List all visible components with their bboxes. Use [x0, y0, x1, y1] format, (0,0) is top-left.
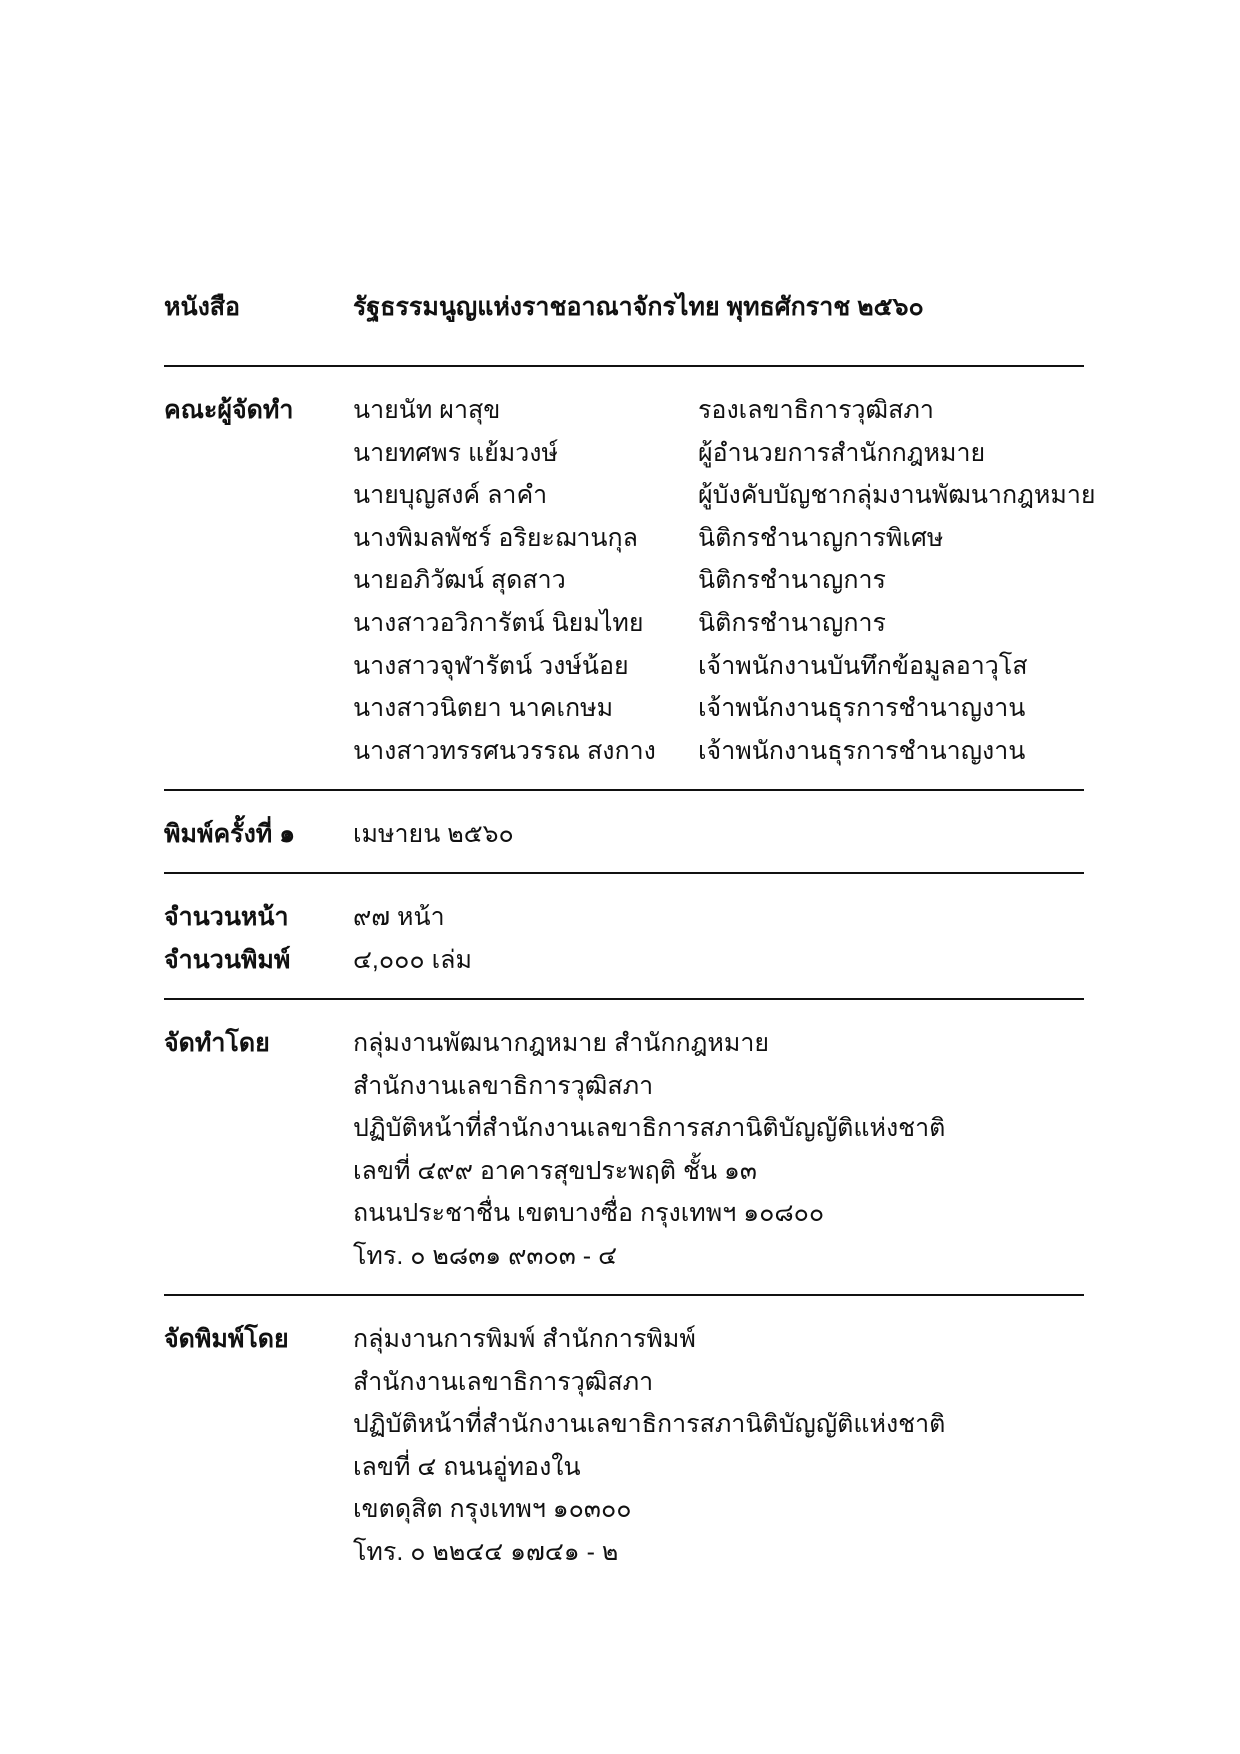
address-line: ถนนประชาชื่น เขตบางซื่อ กรุงเทพฯ ๑๐๘๐๐: [353, 1199, 825, 1228]
book-title: รัฐธรรมนูญแห่งราชอาณาจักรไทย พุทธศักราช ๒๕๖๐: [353, 293, 924, 321]
divider: [164, 365, 1084, 367]
member-name: นางสาวอวิการัตน์ นิยมไทย: [353, 609, 644, 637]
copies-label: จำนวนพิมพ์: [164, 946, 291, 974]
divider: [164, 872, 1084, 874]
address-line: สำนักงานเลขาธิการวุฒิสภา: [353, 1367, 654, 1396]
address-line: เขตดุสิต กรุงเทพฯ ๑๐๓๐๐: [353, 1495, 632, 1524]
member-name: นายทศพร แย้มวงษ์: [353, 438, 558, 467]
address-line: กลุ่มงานพัฒนากฎหมาย สำนักกฎหมาย: [353, 1029, 770, 1057]
produced-by-label: จัดทำโดย: [164, 1029, 270, 1057]
member-name: นางสาวนิตยา นาคเกษม: [353, 694, 614, 723]
member-name: นายบุญสงค์ ลาคำ: [353, 481, 548, 510]
address-line: โทร. ๐ ๒๘๓๑ ๙๓๐๓ - ๔: [353, 1242, 617, 1270]
address-line: โทร. ๐ ๒๒๔๔ ๑๗๔๑ - ๒: [353, 1538, 619, 1566]
member-role: เจ้าพนักงานธุรการชำนาญงาน: [698, 736, 1026, 765]
member-role: เจ้าพนักงานบันทึกข้อมูลอาวุโส: [698, 651, 1028, 680]
member-name: นางสาวทรรศนวรรณ สงกาง: [353, 736, 656, 765]
divider: [164, 1294, 1084, 1296]
divider: [164, 789, 1084, 791]
member-role: นิติกรชำนาญการ: [698, 566, 886, 595]
member-role: ผู้บังคับบัญชากลุ่มงานพัฒนากฎหมาย: [698, 481, 1096, 510]
member-role: นิติกรชำนาญการพิเศษ: [698, 523, 944, 552]
member-name: นายนัท ผาสุข: [353, 396, 501, 424]
address-line: เลขที่ ๔๙๙ อาคารสุขประพฤติ ชั้น ๑๓: [353, 1156, 757, 1185]
member-name: นางพิมลพัชร์ อริยะฌานกุล: [353, 523, 638, 552]
committee-label: คณะผู้จัดทำ: [164, 396, 294, 424]
divider: [164, 998, 1084, 1000]
address-line: ปฏิบัติหน้าที่สำนักงานเลขาธิการสภานิติบัญญัติแห่งชาติ: [353, 1114, 946, 1143]
pages-value: ๙๗ หน้า: [353, 903, 445, 931]
edition-label: พิมพ์ครั้งที่ ๑: [164, 820, 296, 848]
copies-value: ๔,๐๐๐ เล่ม: [353, 946, 472, 974]
address-line: กลุ่มงานการพิมพ์ สำนักการพิมพ์: [353, 1325, 696, 1353]
address-line: เลขที่ ๔ ถนนอู่ทองใน: [353, 1452, 581, 1481]
member-role: ผู้อำนวยการสำนักกฎหมาย: [698, 438, 986, 467]
member-role: รองเลขาธิการวุฒิสภา: [698, 396, 934, 424]
edition-value: เมษายน ๒๕๖๐: [353, 820, 514, 848]
pages-label: จำนวนหน้า: [164, 903, 289, 931]
book-label: หนังสือ: [164, 293, 241, 321]
address-line: สำนักงานเลขาธิการวุฒิสภา: [353, 1071, 654, 1100]
member-role: เจ้าพนักงานธุรการชำนาญงาน: [698, 694, 1026, 723]
member-role: นิติกรชำนาญการ: [698, 609, 886, 637]
member-name: นายอภิวัฒน์ สุดสาว: [353, 566, 566, 595]
member-name: นางสาวจุฬารัตน์ วงษ์น้อย: [353, 651, 629, 680]
printed-by-label: จัดพิมพ์โดย: [164, 1325, 289, 1353]
address-line: ปฏิบัติหน้าที่สำนักงานเลขาธิการสภานิติบัญญัติแห่งชาติ: [353, 1410, 946, 1439]
